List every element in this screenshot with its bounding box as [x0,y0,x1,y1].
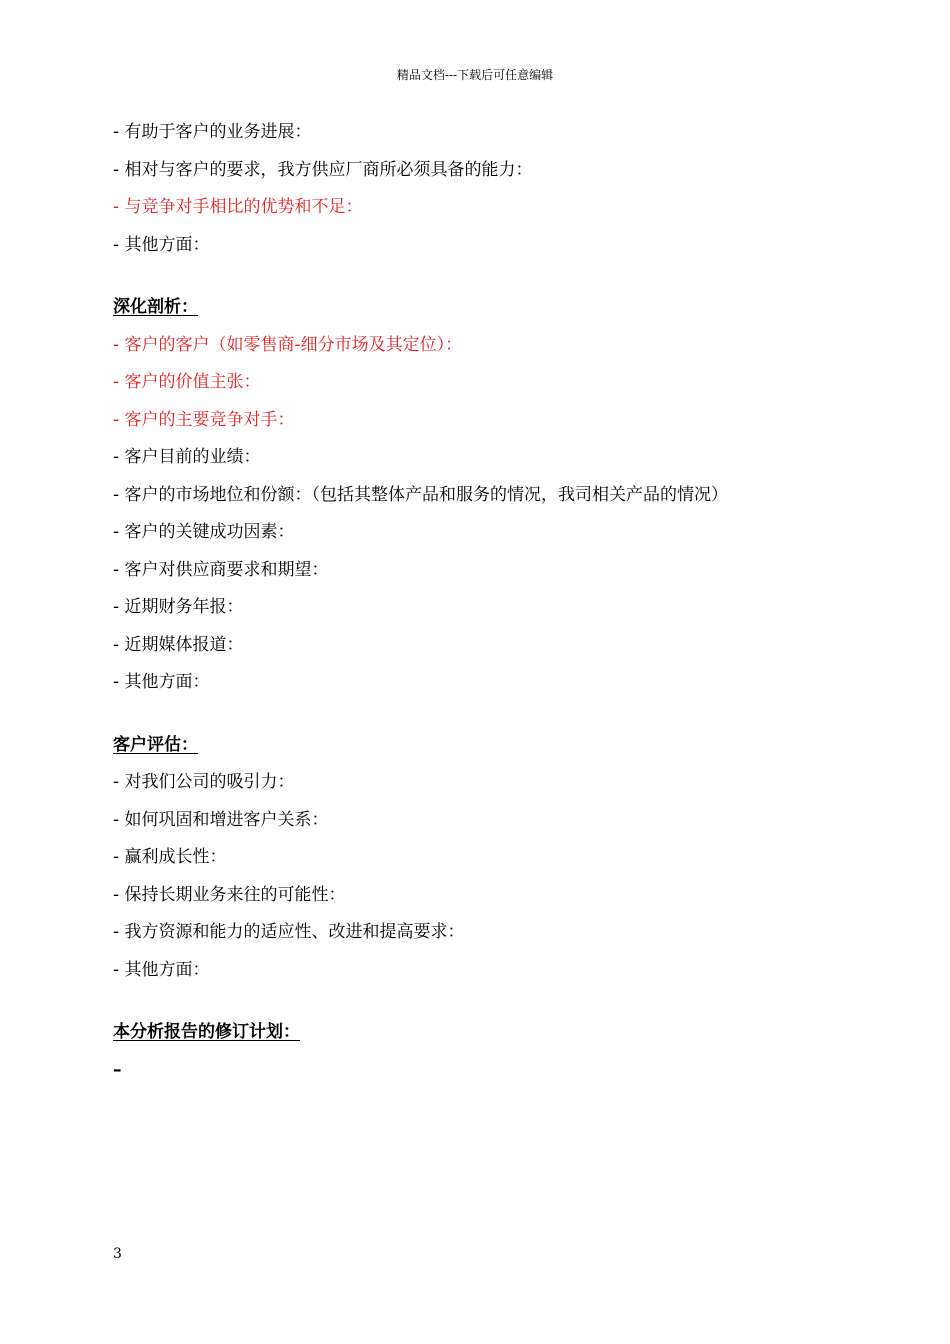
section-heading: 客户评估： [113,734,198,755]
document-body [113,118,873,1093]
list-item: - 对我们公司的吸引力： [113,772,295,792]
list-item: - 其他方面： [113,959,210,980]
section-benefits [113,118,873,268]
list-item: - 客户的市场地位和份额：（包括其整体产品和服务的情况，我司相关产品的情况） [113,484,729,505]
section-heading: 本分析报告的修订计划： [113,1022,300,1042]
list-item: - 客户目前的业绩： [113,447,261,467]
page-header: 精品文档---下载后可任意编辑 [396,68,554,82]
list-item: - 客户的客户（如零售商-细分市场及其定位）： [113,334,463,355]
list-item: - 与竞争对手相比的优势和不足： [113,197,363,217]
list-item: - 有助于客户的业务进展： [113,122,312,142]
section-deep-analysis [113,293,873,706]
section-revision-plan [113,1018,873,1093]
list-item: - 近期财务年报： [113,597,244,617]
section-customer-evaluation [113,731,873,994]
section-gap [113,706,873,731]
list-item: - 客户对供应商要求和期望： [113,559,329,580]
list-item: - 相对与客户的要求，我方供应厂商所必须具备的能力： [113,159,533,180]
section-gap [113,268,873,293]
list-item: - 客户的价值主张： [113,372,261,392]
list-item: - 如何巩固和增进客户关系： [113,809,329,830]
list-item: - 我方资源和能力的适应性、改进和提高要求： [113,922,465,942]
trailing-dash: – [113,1059,122,1080]
list-item: - 客户的主要竞争对手： [113,409,295,430]
list-item: - 赢利成长性： [113,847,227,867]
section-heading: 深化剖析： [113,297,198,317]
list-item: - 客户的关键成功因素： [113,522,295,542]
page-number: 3 [113,1246,122,1262]
list-item: - 近期媒体报道： [113,634,244,655]
list-item: - 保持长期业务来往的可能性： [113,884,346,905]
list-item: - 其他方面： [113,672,210,692]
list-item: - 其他方面： [113,234,210,255]
section-gap [113,993,873,1018]
